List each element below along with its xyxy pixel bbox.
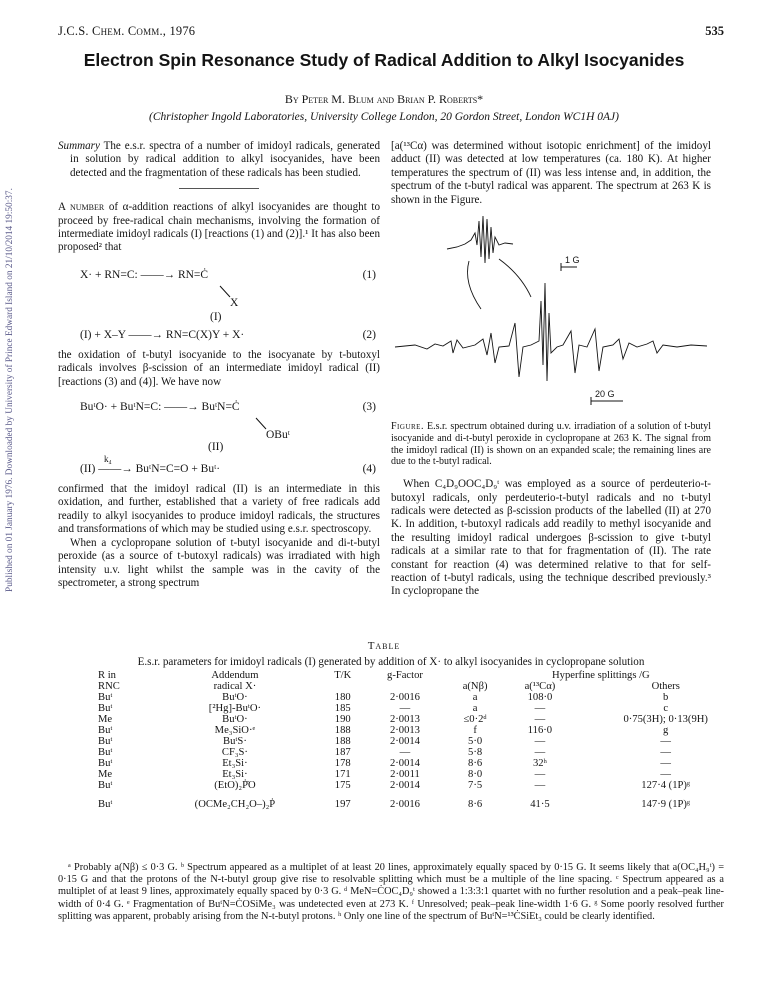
figure-caption-text: E.s.r. spectrum obtained during u.v. irradiation of a solution of t-butyl isocyanide and di-t-butyl peroxide in cyclopropane at 263 K. The signal from the imidoyl radical (II) is shown on an expanded scale; the remaining lines are due to the t-butyl radical. bbox=[391, 421, 712, 468]
table-cell: 2·0014 bbox=[389, 780, 420, 791]
table-cell: Me bbox=[98, 769, 113, 780]
table-row bbox=[96, 747, 756, 758]
esr-parameters-table bbox=[96, 670, 756, 817]
substituent-x: X bbox=[230, 296, 239, 309]
right-paragraph-2: When C₄D₉OOC₄D₉ᵗ was employed as a source of perdeuterio-t-butoxyl radicals, only perdeuterio-t-butyl radicals and no t-butyl radicals were detected as β-scission products of the labelled (II) at 270 K. In addition, t-butoxyl radicals add readily to methyl isocyanide and the resulting imidoyl radical undergoes β-scission to give t-butyl radicals at a similar rate to that for fragmentation of (II). The rate constant for reaction (4) was determined relative to that for self-reaction of t-butyl radicals, using the technique described previously.³ In cyclopropane the bbox=[391, 478, 711, 598]
table-cell: — bbox=[660, 736, 671, 747]
journal-name: J.C.S. Chem. Comm., 1976 bbox=[58, 24, 196, 38]
equation-4-text: (II) ——→ BuᵗN=C=O + Buᵗ· bbox=[80, 463, 221, 476]
table-header-row-2 bbox=[96, 681, 756, 692]
table-cell: Buᵗ bbox=[98, 758, 113, 769]
table-row bbox=[96, 791, 756, 817]
table-cell: 188 bbox=[334, 725, 351, 736]
table-cell: 2·0013 bbox=[389, 725, 420, 736]
paragraph-4: When a cyclopropane solution of t-butyl isocyanide and di-t-butyl peroxide (as a source of t-butoxyl radicals) was irradiated with high intensity u.v. light whilst the sample was in the cavity of the spectrometer, a strong spectrum bbox=[58, 536, 380, 589]
rate-constant-k4: k₄ bbox=[104, 454, 112, 465]
table-cell: 127·4 (1P)ᵍ bbox=[641, 780, 691, 791]
table-cell: 2·0014 bbox=[389, 736, 420, 747]
summary-label: Summary bbox=[58, 140, 100, 152]
col-header-hyperfine: Hyperfine splittings /G bbox=[552, 670, 650, 681]
table-row bbox=[96, 736, 756, 747]
table-cell: — bbox=[660, 747, 671, 758]
col-subheader-a-c13: a(¹³Cα) bbox=[524, 681, 556, 692]
substituent-obut: OBuᵗ bbox=[266, 429, 290, 442]
table-cell: 2·0013 bbox=[389, 714, 420, 725]
table-cell: 5·8 bbox=[468, 747, 483, 758]
table-row bbox=[96, 692, 756, 703]
table-cell: Buᵗ bbox=[98, 692, 113, 703]
table-cell: BuᵗS· bbox=[223, 736, 247, 747]
table-row bbox=[96, 725, 756, 736]
expanded-signal-trace bbox=[447, 216, 513, 263]
equation-1-substituent bbox=[58, 287, 380, 321]
table-cell: a bbox=[472, 692, 478, 703]
figure-label: Figure. bbox=[391, 421, 424, 433]
table-cell: 8·0 bbox=[468, 769, 483, 780]
radical-label-I: (I) bbox=[210, 310, 222, 323]
equation-2-text: (I) + X–Y ——→ RN=C(X)Y + X· bbox=[80, 328, 245, 341]
table-cell: — bbox=[399, 703, 411, 714]
table-cell: 0·75(3H); 0·13(9H) bbox=[623, 714, 708, 725]
table-cell: — bbox=[534, 747, 546, 758]
download-note-text: Published on 01 January 1976. Downloaded by University of Prince Edward Island on 21/10/2014 19:50:37. bbox=[5, 188, 15, 592]
table-row bbox=[96, 758, 756, 769]
equation-3-number: (3) bbox=[362, 401, 376, 414]
table-row bbox=[96, 703, 756, 714]
col-header-g-factor: g-Factor bbox=[387, 670, 423, 681]
radical-label-II: (II) bbox=[208, 441, 224, 454]
summary-text: The e.s.r. spectra of a number of imidoyl radicals, generated in solution by radical addition to alkyl isocyanides, have been detected and the fragmentation of these radicals has been studied. bbox=[70, 140, 380, 179]
equation-2 bbox=[58, 325, 380, 347]
table-cell: — bbox=[534, 703, 546, 714]
table-cell: 185 bbox=[334, 703, 351, 714]
table-cell: g bbox=[663, 725, 669, 736]
table-cell: Me₃SiO·ᵉ bbox=[214, 725, 256, 736]
table-cell: 187 bbox=[334, 747, 351, 758]
col-header-temperature: T/K bbox=[334, 670, 352, 681]
table-cell: Buᵗ bbox=[98, 736, 113, 747]
table-cell: 175 bbox=[334, 780, 351, 791]
authors-line: By Peter M. Blum and Brian P. Roberts* bbox=[284, 92, 484, 106]
col-subheader-radical: radical X· bbox=[213, 681, 257, 692]
table-cell: 2·0011 bbox=[390, 769, 420, 780]
table-cell: 2·0016 bbox=[389, 692, 420, 703]
equation-3-text: BuᵗO· + BuᵗN=C: ——→ BuᵗN=Ċ bbox=[80, 401, 240, 414]
page-number: 535 bbox=[705, 24, 724, 38]
equation-4-number: (4) bbox=[362, 463, 376, 476]
esr-spectrum-svg bbox=[391, 213, 711, 413]
col-subheader-others: Others bbox=[651, 681, 680, 692]
table-cell: ≤0·2ᵈ bbox=[463, 714, 487, 725]
scale-label-large: 20 G bbox=[595, 389, 615, 400]
equation-3 bbox=[58, 397, 380, 419]
col-subheader-rnc: RNC bbox=[98, 681, 120, 692]
col-header-r: R in bbox=[98, 670, 116, 681]
table-cell: — bbox=[534, 736, 546, 747]
intro-paragraph bbox=[58, 201, 380, 255]
table-cell: (OCMe₂CH₂O–)₂Ṗ bbox=[194, 798, 276, 810]
table-cell: CF₃S· bbox=[221, 747, 248, 758]
equation-4 bbox=[58, 453, 380, 481]
right-column bbox=[391, 140, 711, 599]
col-subheader-a-n: a(Nβ) bbox=[462, 681, 488, 692]
table-cell: 7·5 bbox=[468, 780, 483, 791]
figure-caption bbox=[391, 421, 711, 468]
summary-paragraph bbox=[58, 140, 380, 180]
table-cell: 197 bbox=[334, 798, 351, 810]
table-cell: 8·6 bbox=[468, 798, 483, 810]
col-header-addendum: Addendum bbox=[211, 670, 259, 681]
table-cell: 2·0014 bbox=[389, 758, 420, 769]
table-cell: Buᵗ bbox=[98, 703, 113, 714]
table-cell: Et₃Si· bbox=[222, 769, 248, 780]
table-cell: — bbox=[399, 747, 411, 758]
table-cell: [²Hg]-BuᵗO· bbox=[208, 703, 262, 714]
table-cell: Buᵗ bbox=[98, 798, 113, 810]
scale-label-small: 1 G bbox=[565, 255, 580, 266]
table-cell: — bbox=[660, 769, 671, 780]
article-authors bbox=[40, 92, 728, 107]
table-cell: BuᵗO· bbox=[222, 714, 248, 725]
table-cell: 171 bbox=[334, 769, 351, 780]
leader-line-right bbox=[499, 259, 531, 297]
left-column bbox=[58, 140, 380, 590]
table-cell: 32ʰ bbox=[532, 758, 547, 769]
table-cell: — bbox=[534, 714, 546, 725]
table-row bbox=[96, 769, 756, 780]
table-cell: 2·0016 bbox=[389, 798, 420, 810]
table-cell: — bbox=[660, 758, 671, 769]
table-cell: Me bbox=[98, 714, 113, 725]
table-cell: a bbox=[472, 703, 478, 714]
table-cell: 41·5 bbox=[530, 798, 550, 810]
table-cell: 5·0 bbox=[468, 736, 483, 747]
equation-1-number: (1) bbox=[362, 268, 376, 281]
table-cell: — bbox=[534, 769, 546, 780]
article-affiliation: (Christopher Ingold Laboratories, University College London, 20 Gordon Street, London WC1H 0AJ) bbox=[149, 111, 619, 123]
table-cell: 147·9 (1P)ᵍ bbox=[641, 798, 691, 810]
table-cell: — bbox=[534, 780, 546, 791]
paragraph-2: the oxidation of t-butyl isocyanide to the isocyanate by t-butoxyl radicals involves β-scission of an intermediate imidoyl radical (II) [reactions (3) and (4)]. We have now bbox=[58, 348, 380, 388]
table-cell: 190 bbox=[334, 714, 351, 725]
main-spectrum-trace bbox=[395, 283, 707, 381]
paragraph-3: confirmed that the imidoyl radical (II) is an intermediate in this oxidation, and further, established that a variety of free radicals add readily to alkyl isocyanides to produce imidoyl radicals, the structures and transformations of which may be studied using e.s.r. spectroscopy. bbox=[58, 483, 380, 536]
table-cell: b bbox=[663, 692, 669, 703]
table-cell: f bbox=[473, 725, 477, 736]
equation-3-substituent bbox=[58, 419, 380, 453]
table-cell: Buᵗ bbox=[98, 725, 113, 736]
table-header-row-1 bbox=[96, 670, 756, 681]
table-cell: Buᵗ bbox=[98, 780, 113, 791]
intro-lead: A number bbox=[58, 201, 105, 214]
table-cell: 178 bbox=[334, 758, 351, 769]
table-cell: Buᵗ bbox=[98, 747, 113, 758]
table-caption: E.s.r. parameters for imidoyl radicals (I) generated by addition of X· to alkyl isocyanides in cyclopropane solution bbox=[137, 656, 645, 668]
leader-line-left bbox=[468, 261, 482, 309]
table-cell: 108·0 bbox=[527, 692, 553, 703]
intro-text: of α-addition reactions of alkyl isocyanides are thought to proceed by free-radical chain mechanisms, involving the formation of intermediate imidoyl radicals (I) [reactions (1) and (2)].¹ It has also been proposed² that bbox=[58, 201, 381, 254]
running-head bbox=[58, 24, 724, 39]
table-cell: BuᵗO· bbox=[222, 692, 248, 703]
table-row bbox=[96, 780, 756, 791]
table-cell: c bbox=[663, 703, 669, 714]
right-paragraph-1: [a(¹³Cα) was determined without isotopic enrichment] of the imidoyl adduct (II) was detected at low temperatures (ca. 180 K). At higher temperatures the spectrum of (II) was less intense and, in addition, the spectrum of the t-butyl radical was apparent. The spectrum at 263 K is shown in the Figure. bbox=[391, 140, 711, 206]
table-cell: 180 bbox=[334, 692, 351, 703]
equation-2-number: (2) bbox=[362, 328, 376, 341]
equation-1 bbox=[58, 265, 380, 287]
table-cell: 188 bbox=[334, 736, 351, 747]
esr-spectrum-figure bbox=[391, 213, 711, 413]
equation-1-text: X· + RN=C: ——→ RN=Ċ bbox=[80, 268, 209, 281]
table-cell: Et₃Si· bbox=[222, 758, 248, 769]
download-watermark bbox=[4, 120, 18, 660]
table-cell: 116·0 bbox=[527, 725, 553, 736]
table-cell: (EtO)₂Ṗ̇O bbox=[214, 780, 256, 791]
table-row bbox=[96, 714, 756, 725]
table-cell: 8·6 bbox=[468, 758, 483, 769]
table-title: Table bbox=[367, 640, 401, 652]
section-divider bbox=[179, 188, 259, 189]
article-title: Electron Spin Resonance Study of Radical Addition to Alkyl Isocyanides bbox=[83, 50, 685, 70]
table-footnotes: ᵃ Probably a(Nβ) ≤ 0·3 G. ᵇ Spectrum appeared as a multiplet of at least 20 lines, approximately equally spaced by 0·15 G. It seems likely that a(OC₄H₉ᵗ) = 0·15 G and that the protons of the N-t-butyl group give rise to resolvable splitting which must be a multiple of the line spacing. ᶜ Spectrum appeared as a multiplet of at least 9 lines, approximately equally spaced by 0·3 G. ᵈ MeN=ĊOC₄D₉ᵗ showed a 1:3:3:1 quartet with no further resolution and a peak–peak line-width of 0·4 G. ᵉ Fragmentation of BuᵗN=ĊOSiMe₃ was undetected even at 273 K. ᶠ Unresolved; peak–peak line-width 1·6 G. ᵍ Some poorly resolved further splitting was apparent, probably arising from the N-t-butyl protons. ʰ Only one line of the spectrum of BuᵗN=¹³ĊSiEt₃ could be clearly identified. bbox=[58, 862, 724, 922]
